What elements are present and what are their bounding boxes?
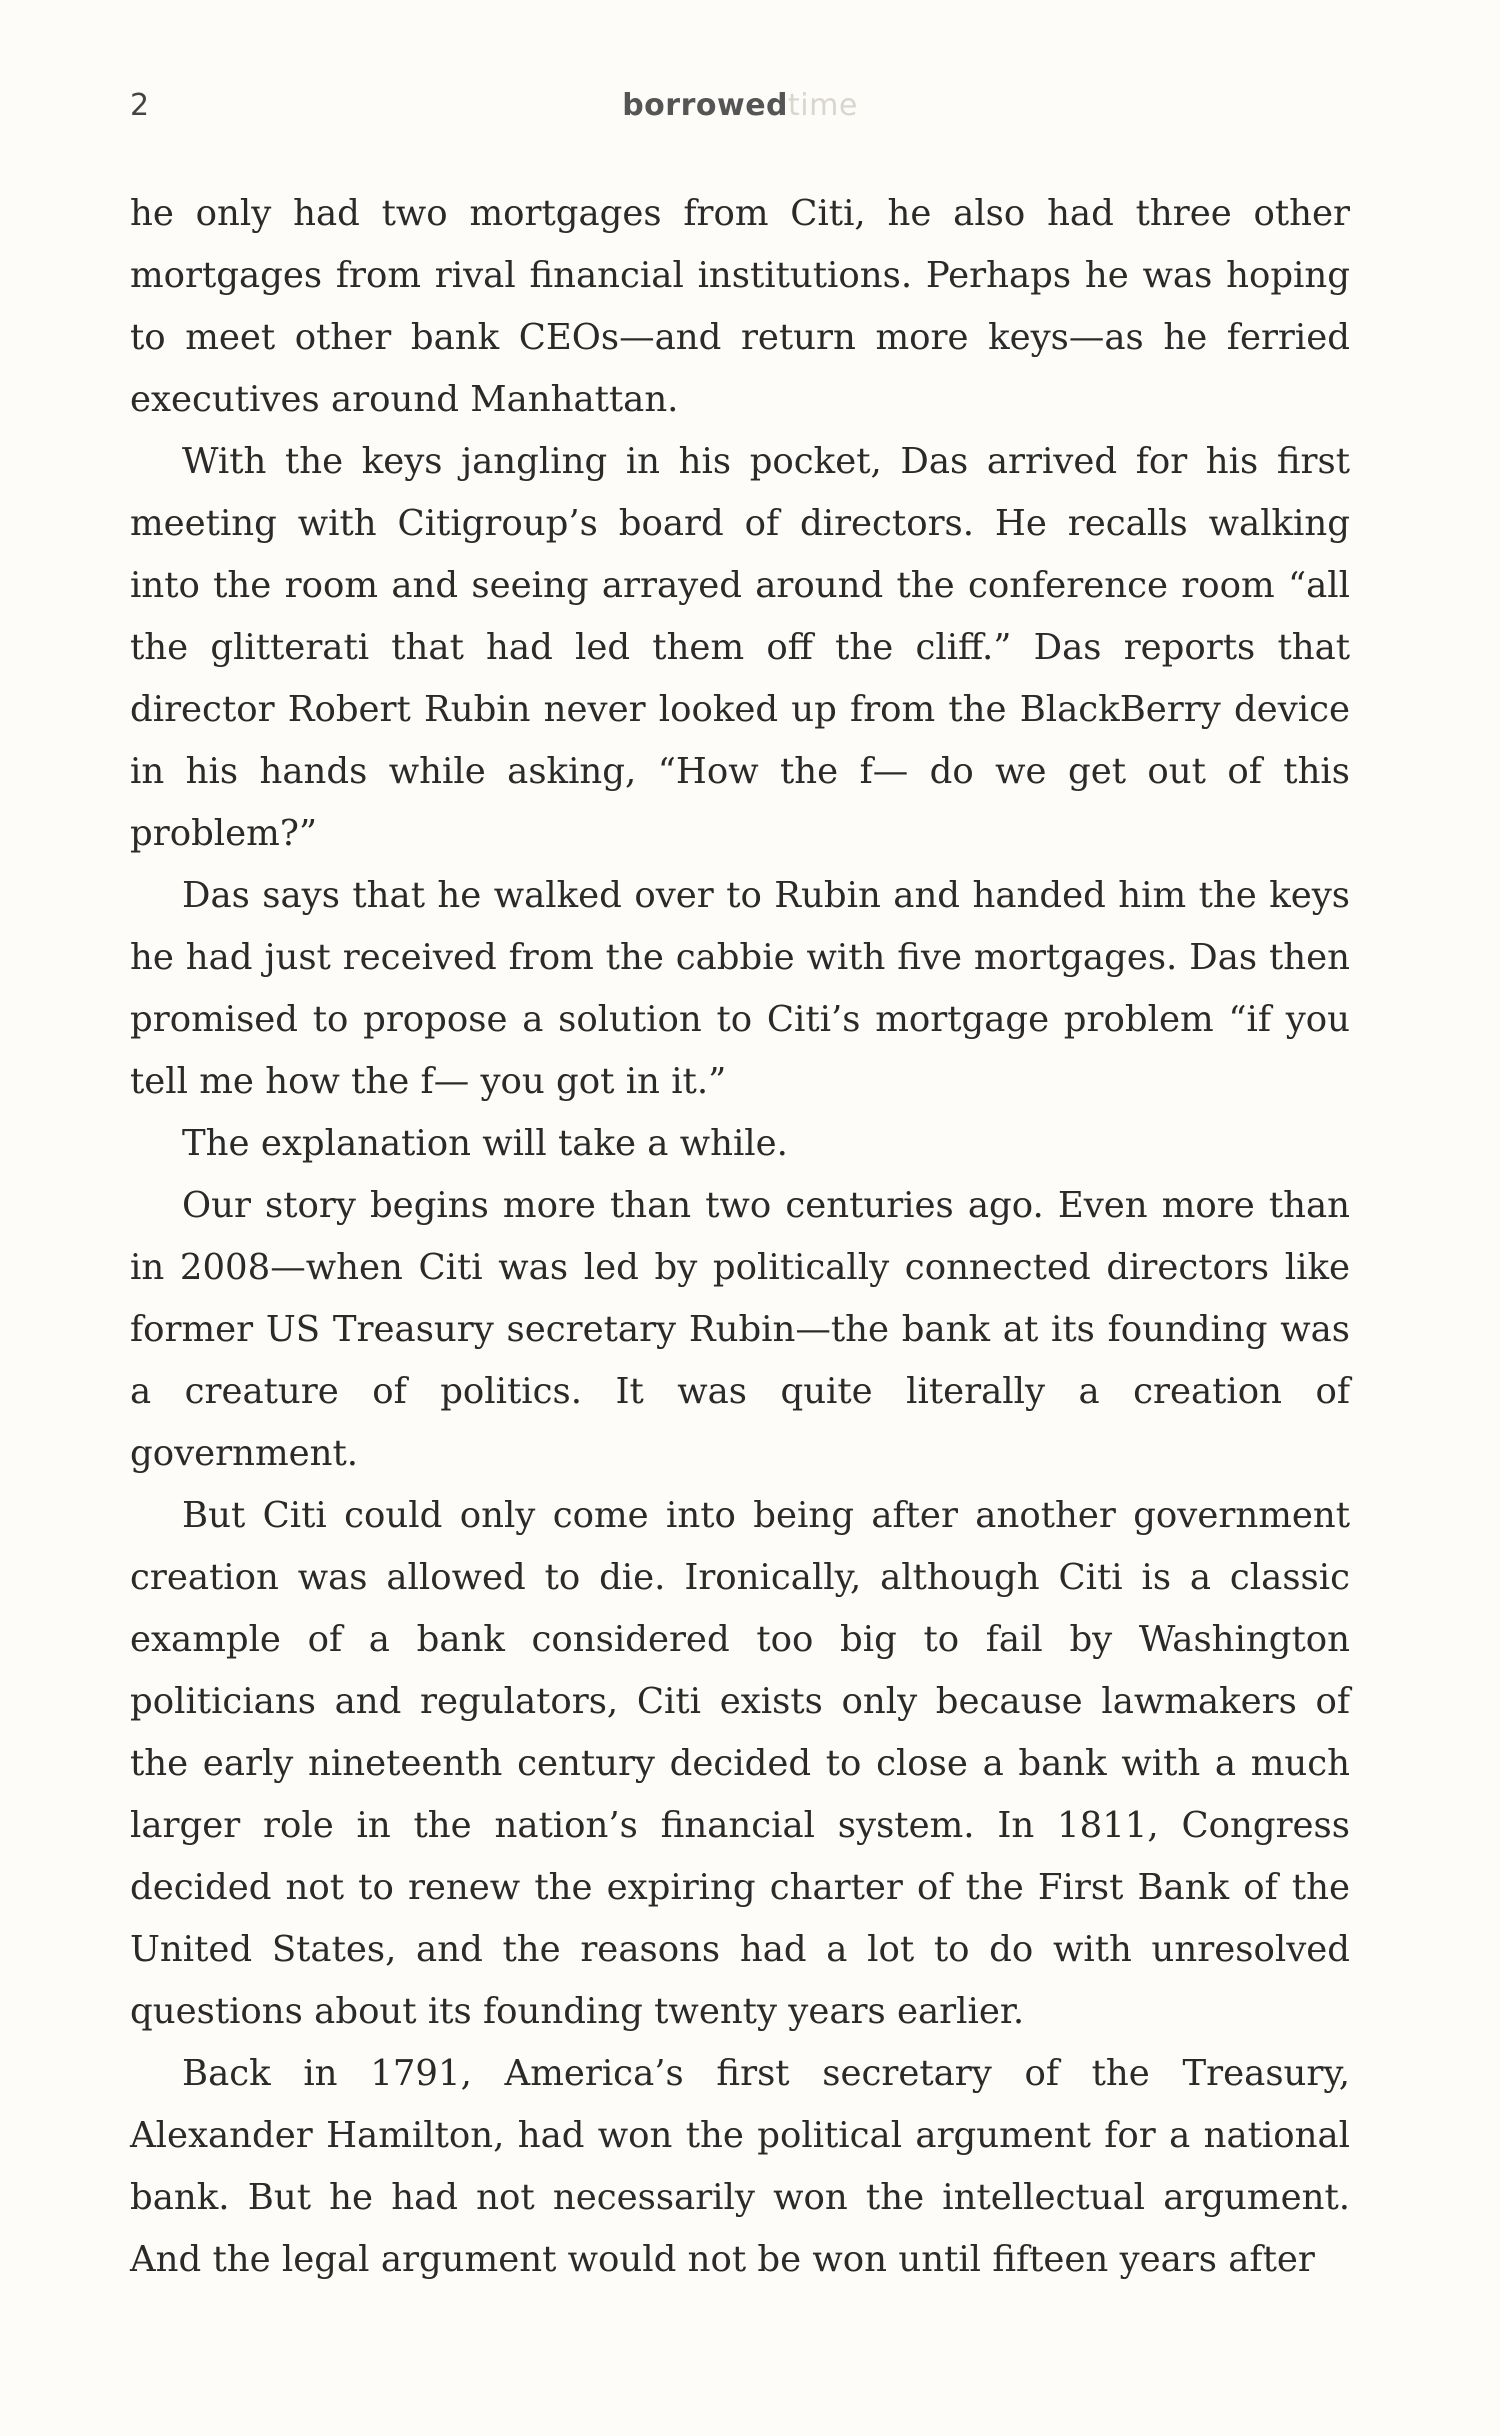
book-title bbox=[130, 88, 1350, 123]
paragraph-2: With the keys jangling in his pocket, Das arrived for his first meeting with Citigroup’s board of directors. He recalls walking into the room and seeing arrayed around the conference room “all the glitterati that had led them off the cliff.” Das reports that director Robert Rubin never looked up from the BlackBerry device in his hands while asking, “How the f— do we get out of this problem?” bbox=[130, 441, 1350, 854]
book-title-bold: borrowed bbox=[622, 88, 789, 123]
paragraph-3: Das says that he walked over to Rubin and handed him the keys he had just received from the cabbie with five mortgages. Das then promised to propose a solution to Citi’s mortgage problem “if you tell me how the f— you got in it.” bbox=[130, 875, 1350, 1102]
running-head bbox=[130, 88, 1350, 132]
book-title-light: time bbox=[788, 88, 858, 123]
paragraph-7: Back in 1791, America’s first secretary of the Treasury, Alexander Hamilton, had won the political argument for a national bank. But he had not necessarily won the intellectual argument. And the legal argument would not be won until fifteen years after bbox=[130, 2053, 1350, 2280]
paragraph-4: The explanation will take a while. bbox=[182, 1123, 788, 1164]
page-number: 2 bbox=[130, 88, 150, 123]
paragraph-5: Our story begins more than two centuries ago. Even more than in 2008—when Citi was led by politically connected directors like former US Treasury secretary Rubin—the bank at its founding was a creature of politics. It was quite literally a creation of government. bbox=[130, 1185, 1350, 1474]
paragraph-6: But Citi could only come into being after another government creation was allowed to die. Ironically, although Citi is a classic example of a bank considered too big to fail by Washington politicians and regulators, Citi exists only because lawmakers of the early nineteenth century decided to close a bank with a much larger role in the nation’s financial system. In 1811, Congress decided not to renew the expiring charter of the First Bank of the United States, and the reasons had a lot to do with unresolved questions about its founding twenty years earlier. bbox=[130, 1495, 1350, 2032]
paragraph-1: he only had two mortgages from Citi, he also had three other mortgages from rival financial institutions. Perhaps he was hoping to meet other bank CEOs—and return more keys—as he ferried executives around Manhattan. bbox=[130, 193, 1350, 420]
book-page bbox=[130, 0, 1350, 2436]
body-text bbox=[130, 183, 1350, 2291]
